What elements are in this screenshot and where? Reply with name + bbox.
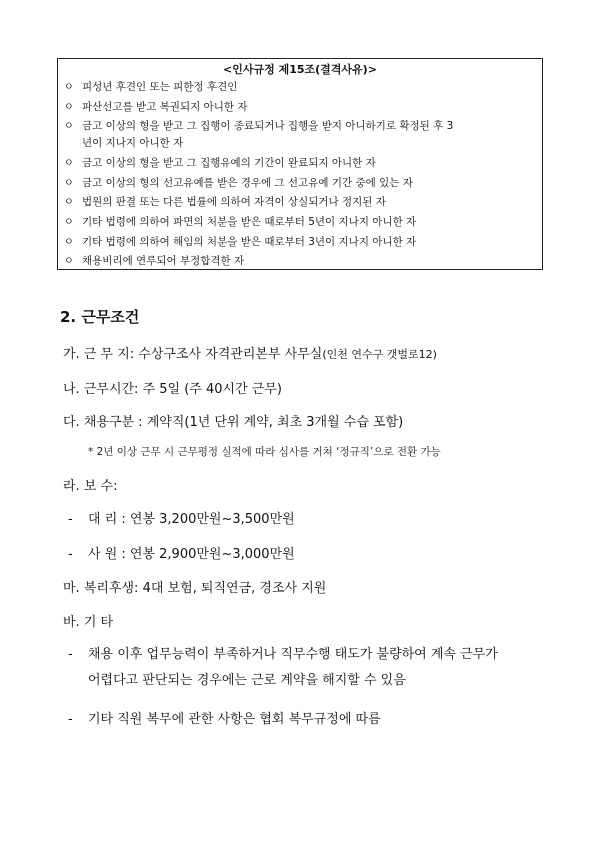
section-title: 2. 근무조건: [60, 308, 140, 326]
bullet-icon: ㅇ: [64, 216, 74, 228]
list-item: ㅇ 채용비리에 연루되어 부정합격한 자: [58, 252, 542, 272]
bullet-icon: ㅇ: [64, 256, 74, 268]
bullet-icon: ㅇ: [64, 177, 74, 189]
other-item: - 기타 직원 복무에 관한 사항은 협회 복무규정에 따름: [68, 712, 381, 727]
employment-type: 다. 채용구분 : 계약직(1년 단위 계약, 최초 3개월 수습 포함): [63, 415, 404, 430]
list-item: ㅇ 기타 법령에 의하여 파면의 처분을 받은 때로부터 5년이 지나지 아니한 자: [58, 213, 542, 233]
other-item: - 채용 이후 업무능력이 부족하거나 직무수행 태도가 불량하여 계속 근무가 어렵다고 판단되는 경우에는 근로 계약을 해지할 수 있음: [68, 642, 498, 694]
bullet-icon: ㅇ: [64, 121, 74, 133]
dash-marker: -: [68, 647, 73, 662]
list-item: ㅇ 피성년 후견인 또는 피한정 후견인: [58, 78, 542, 98]
salary-item: - 대 리 : 연봉 3,200만원~3,500만원: [68, 512, 295, 527]
regulation-title: <인사규정 제15조(결격사유)>: [223, 63, 377, 76]
bullet-icon: ㅇ: [64, 158, 74, 170]
welfare: 마. 복리후생: 4대 보험, 퇴직연금, 경조사 지원: [63, 581, 327, 596]
list-item: ㅇ 금고 이상의 형의 선고유예를 받은 경우에 그 선고유예 기간 중에 있는 자: [58, 174, 542, 194]
work-hours: 나. 근무시간: 주 5일 (주 40시간 근무): [63, 382, 282, 397]
list-item: ㅇ 금고 이상의 형을 받고 그 집행이 종료되거나 집행을 받지 아니하기로 확정된 후 3 년이 지나지 아니한 자: [64, 120, 454, 150]
bullet-icon: ㅇ: [64, 197, 74, 209]
disqualification-regulation-box: [57, 58, 543, 270]
bullet-icon: ㅇ: [64, 236, 74, 248]
list-item: ㅇ 기타 법령에 의하여 해임의 처분을 받은 때로부터 3년이 지나지 아니한 자: [58, 233, 542, 253]
other-label: 바. 기 타: [63, 615, 114, 630]
dash-marker: -: [68, 712, 73, 727]
dash-marker: -: [68, 512, 73, 527]
list-item: ㅇ 법원의 판결 또는 다른 법률에 의하여 자격이 상실되거나 정지된 자: [58, 193, 542, 213]
bullet-icon: ㅇ: [64, 82, 74, 93]
dash-marker: -: [68, 547, 73, 562]
salary-label: 라. 보 수:: [63, 479, 118, 494]
list-item: ㅇ 파산선고를 받고 복권되지 아니한 자: [58, 98, 542, 118]
employment-note: * 2년 이상 근무 시 근무평정 실적에 따라 심사를 거쳐 ‘정규직’으로 전환 가능: [88, 446, 441, 458]
work-location: 가. 근 무 지: 수상구조사 자격관리본부 사무실(인천 연수구 갯벌로12): [63, 347, 437, 362]
disqualification-list: [58, 78, 542, 272]
salary-item: - 사 원 : 연봉 2,900만원~3,000만원: [68, 547, 295, 562]
list-item: ㅇ 금고 이상의 형을 받고 그 집행유예의 기간이 완료되지 아니한 자: [58, 154, 542, 174]
bullet-icon: ㅇ: [64, 101, 74, 113]
